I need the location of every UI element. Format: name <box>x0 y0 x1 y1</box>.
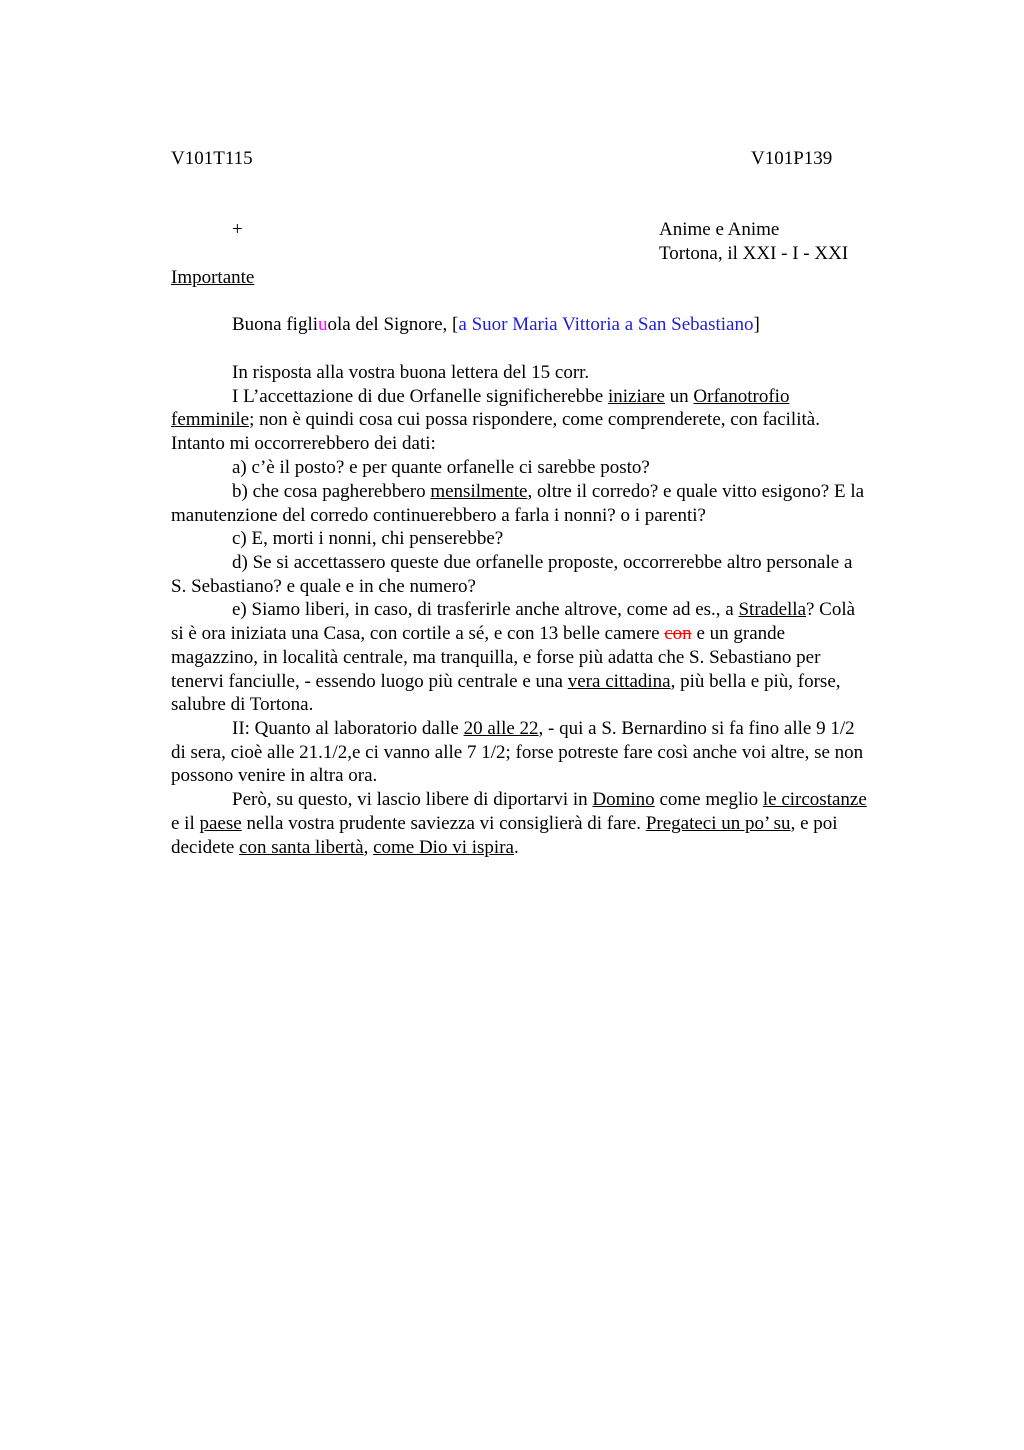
body-line: c) E, morti i nonni, chi penserebbe? <box>232 528 504 549</box>
text: e un grande <box>691 623 786 644</box>
underlined-text: iniziare <box>607 386 665 407</box>
body-line: S. Sebastiano? e quale e in che numero? <box>171 576 476 597</box>
archive-code-right: V101P139 <box>751 148 833 169</box>
text: . <box>513 837 519 858</box>
underlined-text: paese <box>199 813 242 834</box>
underlined-text: 20 alle 22 <box>463 718 539 739</box>
underlined-text: Stradella <box>738 599 806 620</box>
body-line <box>171 408 820 432</box>
text: II: Quanto al laboratorio dalle <box>232 718 464 739</box>
text: , più bella e più, forse, <box>670 671 841 692</box>
underlined-text: femminile <box>171 409 250 430</box>
body-line <box>171 812 838 836</box>
underlined-text: Orfanotrofio <box>693 386 790 407</box>
underlined-text: come Dio vi ispira <box>373 837 514 858</box>
body-line: a) c’è il posto? e per quante orfanelle ci sarebbe posto? <box>232 457 650 478</box>
body-line <box>171 622 785 646</box>
body-line: magazzino, in località centrale, ma tranquilla, e forse più adatta che S. Sebastiano per <box>171 647 821 668</box>
text: un <box>664 386 694 407</box>
text: I L’accettazione di due Orfanelle significherebbe <box>232 386 608 407</box>
importante-label: Importante <box>171 267 255 288</box>
body-line: possono venire in altra ora. <box>171 765 378 786</box>
underlined-text: le circostanze <box>762 789 867 810</box>
cross-mark: + <box>232 219 243 240</box>
text: , e poi <box>790 813 838 834</box>
text: ? Colà <box>806 599 856 620</box>
text: , oltre il corredo? e quale vitto esigono? E la <box>527 481 865 502</box>
place-date: Tortona, il XXI - I - XXI <box>659 243 849 264</box>
body-line: salubre di Tortona. <box>171 694 314 715</box>
greeting-close: ] <box>753 314 760 335</box>
body-line: In risposta alla vostra buona lettera del 15 corr. <box>232 362 590 383</box>
underlined-text: vera cittadina <box>567 671 671 692</box>
body-line: manutenzione del corredo continuerebbero a farla i nonni? o i parenti? <box>171 505 706 526</box>
text: nella vostra prudente saviezza vi consiglierà di fare. <box>241 813 646 834</box>
text: si è ora iniziata una Casa, con cortile a sé, e con 13 belle camere <box>171 623 665 644</box>
text: decidete <box>171 837 240 858</box>
text: ; non è quindi cosa cui possa rispondere, come comprenderete, con facilità. <box>249 409 820 430</box>
text: e il <box>171 813 200 834</box>
body-line: d) Se si accettassero queste due orfanelle proposte, occorrerebbe altro personale a <box>232 552 853 573</box>
underlined-text: Pregateci un po’ su <box>645 813 791 834</box>
struck-text: con <box>664 623 692 644</box>
editor-note: a Suor Maria Vittoria a San Sebastiano <box>458 314 754 335</box>
text: b) che cosa pagherebbero <box>232 481 431 502</box>
body-line <box>232 717 855 741</box>
text: , <box>363 837 374 858</box>
body-line: di sera, cioè alle 21.1/2,e ci vanno alle 7 1/2; forse potreste fare così anche voi altre, se non <box>171 742 864 763</box>
body-line <box>171 836 519 860</box>
text: , - qui a S. Bernardino si fa fino alle 9 1/2 <box>538 718 855 739</box>
body-line <box>171 670 841 694</box>
greeting <box>232 313 760 337</box>
body-line: Intanto mi occorrerebbero dei dati: <box>171 433 436 454</box>
underlined-text: mensilmente <box>430 481 528 502</box>
body-line <box>232 480 864 504</box>
archive-code-left: V101T115 <box>171 148 253 169</box>
greeting-pre: Buona figli <box>232 314 319 335</box>
body-line <box>232 385 789 409</box>
underlined-text: Domino <box>592 789 655 810</box>
motto: Anime e Anime <box>659 219 780 240</box>
greeting-post: ola del Signore, [ <box>327 314 459 335</box>
text: tenervi fanciulle, - essendo luogo più centrale e una <box>171 671 568 692</box>
text: Però, su questo, vi lascio libere di diportarvi in <box>232 789 593 810</box>
text: e) Siamo liberi, in caso, di trasferirle anche altrove, come ad es., a <box>232 599 739 620</box>
greeting-inserted: u <box>318 314 328 335</box>
text: come meglio <box>654 789 763 810</box>
body-line <box>232 598 855 622</box>
underlined-text: con santa libertà <box>239 837 364 858</box>
body-line <box>232 788 867 812</box>
